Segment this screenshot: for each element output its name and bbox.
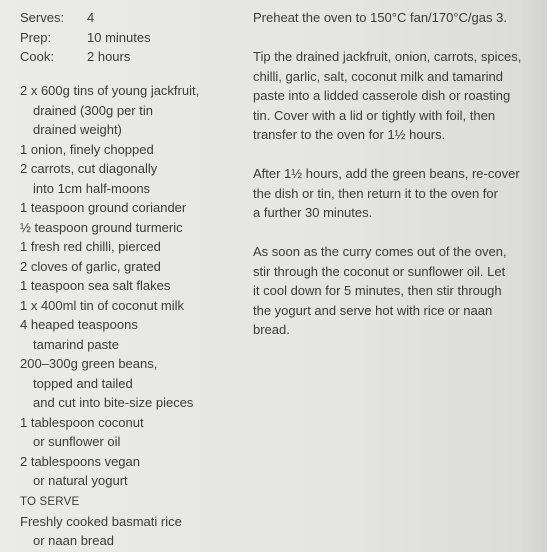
ingredient-line: 1 teaspoon sea salt flakes: [20, 278, 171, 293]
method-line: As soon as the curry comes out of the oven,: [253, 244, 507, 259]
ingredient-line: 1 fresh red chilli, pierced: [20, 239, 161, 254]
ingredient-item: [20, 81, 240, 140]
method-line: tin. Cover with a lid or tightly with foil, then: [253, 107, 496, 123]
method-line: a further 30 minutes.: [253, 205, 373, 220]
to-serve-line: or naan bread: [33, 533, 114, 549]
method-line: transfer to the oven for 1½ hours.: [253, 127, 446, 142]
ingredient-line: ½ teaspoon ground turmeric: [20, 219, 183, 235]
to-serve-heading: TO SERVE: [20, 496, 80, 508]
ingredient-line: tamarind paste: [33, 336, 119, 352]
ingredient-item: [20, 354, 240, 413]
method-line: it cool down for 5 minutes, then stir through: [253, 283, 502, 298]
ingredient-item: [20, 452, 240, 491]
method-step: [253, 47, 547, 145]
ingredient-line: drained weight): [33, 122, 122, 137]
method-line: the dish or tin, then return it to the oven for: [253, 185, 498, 201]
ingredient-line: 1 onion, finely chopped: [20, 141, 154, 157]
to-serve-section: [20, 493, 240, 551]
ingredient-line: 2 tablespoons vegan: [20, 453, 140, 469]
ingredient-item: [20, 296, 240, 316]
cook-value: 2 hours: [87, 49, 131, 64]
serves-value: 4: [87, 10, 95, 25]
method-line: paste into a lidded casserole dish or roasting: [253, 88, 511, 103]
method-line: Tip the drained jackfruit, onion, carrots, spices,: [253, 49, 522, 64]
method-steps: [253, 8, 547, 359]
prep-value: 10 minutes: [87, 29, 151, 45]
ingredient-line: topped and tailed: [33, 375, 133, 391]
ingredient-item: [20, 140, 240, 160]
ingredient-item: [20, 257, 240, 277]
ingredient-line: 1 tablespoon coconut: [20, 414, 144, 430]
ingredient-line: 2 carrots, cut diagonally: [20, 161, 158, 176]
method-line: the yogurt and serve hot with rice or naan: [253, 302, 493, 318]
serves-row: [20, 8, 151, 28]
ingredient-line: 1 x 400ml tin of coconut milk: [20, 297, 185, 313]
ingredient-line: into 1cm half-moons: [33, 180, 151, 196]
ingredient-line: 2 cloves of garlic, grated: [20, 258, 161, 274]
ingredients-list: [20, 81, 240, 491]
ingredient-item: [20, 237, 240, 257]
ingredient-line: drained (300g per tin: [33, 102, 153, 118]
prep-row: [20, 28, 151, 48]
ingredient-line: 200–300g green beans,: [20, 356, 158, 371]
to-serve-line: Freshly cooked basmati rice: [20, 514, 182, 530]
method-step: [253, 8, 547, 28]
method-line: bread.: [253, 322, 290, 337]
ingredient-line: 2 x 600g tins of young jackfruit,: [20, 83, 200, 98]
prep-label: Prep:: [20, 29, 52, 45]
serves-label: Serves:: [20, 10, 65, 25]
method-line: Preheat the oven to 150°C fan/170°C/gas 3.: [253, 10, 507, 25]
ingredient-item: [20, 198, 240, 218]
method-line: chilli, garlic, salt, coconut milk and tamarind: [253, 68, 503, 84]
method-step: [253, 242, 547, 340]
ingredient-item: [20, 159, 240, 198]
ingredient-item: [20, 218, 240, 238]
recipe-meta: [20, 8, 151, 67]
ingredient-item: [20, 276, 240, 296]
ingredient-line: or natural yogurt: [33, 473, 128, 488]
method-line: stir through the coconut or sunflower oil. Let: [253, 263, 506, 279]
ingredient-line: or sunflower oil: [33, 434, 121, 449]
ingredient-line: and cut into bite-size pieces: [33, 395, 194, 410]
method-step: [253, 164, 547, 223]
ingredient-item: [20, 413, 240, 452]
ingredient-line: 4 heaped teaspoons: [20, 317, 138, 332]
method-line: After 1½ hours, add the green beans, re-cover: [253, 166, 520, 181]
cook-row: [20, 47, 151, 67]
cook-label: Cook:: [20, 49, 54, 64]
ingredient-line: 1 teaspoon ground coriander: [20, 200, 187, 215]
ingredient-item: [20, 315, 240, 354]
